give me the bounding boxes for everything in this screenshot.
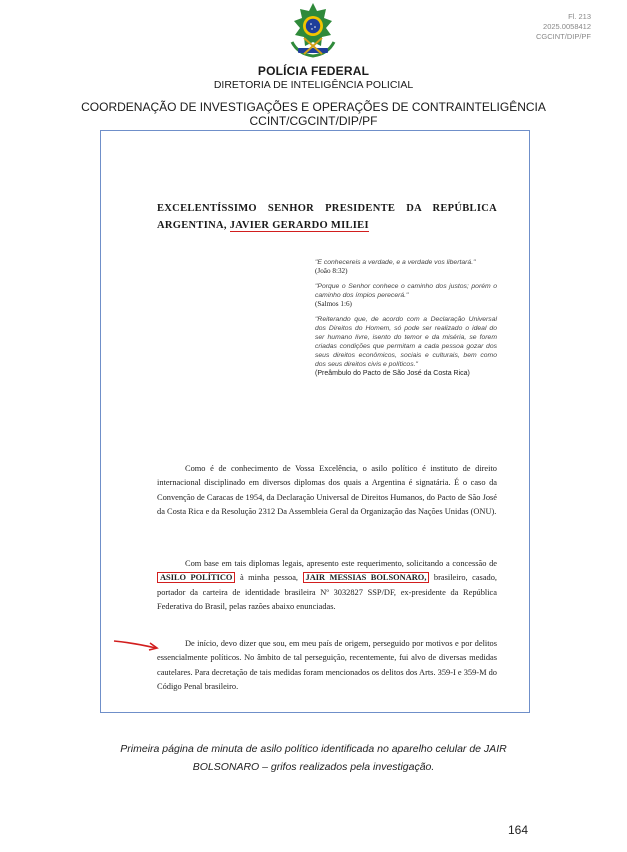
- epigraph-quotes: [315, 258, 497, 378]
- addressee-name: JAVIER GERARDO MILIEI: [229, 220, 369, 231]
- coordination-title: [0, 100, 627, 128]
- document-address: [157, 200, 497, 234]
- red-arrow-icon: [112, 638, 162, 652]
- quote-source: (Salmos 1:6): [315, 300, 352, 308]
- address-line-1: EXCELENTÍSSIMO SENHOR PRESIDENTE DA REPÚBLICA: [157, 203, 497, 214]
- figure-caption: [60, 740, 567, 776]
- address-line-2: [157, 217, 497, 234]
- address-country: ARGENTINA,: [157, 220, 230, 231]
- address-block: [157, 200, 497, 234]
- paragraph-1: [157, 462, 497, 520]
- paragraph-2-text-c: brasileiro, casado, portador da carteira de identidade brasileira Nº 3032827 SSP/DF, ex-presidente da República Federativa do Brasil, pelas razões abaixo enunciadas.: [157, 573, 498, 612]
- brazil-coat-of-arms-icon: [284, 2, 342, 60]
- quote-text: "E conhecereis a verdade, e a verdade vos libertará.": [315, 259, 476, 266]
- paragraph-2: [157, 557, 497, 615]
- stamp-unit: CGCINT/DIP/PF: [535, 32, 591, 41]
- coordination-name: COORDENAÇÃO DE INVESTIGAÇÕES E OPERAÇÕES DE CONTRAINTELIGÊNCIA: [81, 100, 546, 114]
- directorate-title: DIRETORIA DE INTELIGÊNCIA POLICIAL: [213, 79, 414, 91]
- caption-line-1: Primeira página de minuta de asilo político identificada no aparelho celular de JAIR: [120, 743, 507, 755]
- quote-source: (João 8:32): [315, 267, 348, 275]
- highlight-requester-name: JAIR MESSIAS BOLSONARO,: [303, 572, 430, 583]
- folio-stamp: [536, 12, 591, 42]
- paragraph-2-text-a: Com base em tais diplomas legais, apresento este requerimento, solicitando a concessão de: [185, 559, 497, 568]
- quote-text: "Reiterando que, de acordo com a Declaração Universal dos Direitos do Homem, só pode ser realizado o ideal do ser humano livre, isento do temor e da miséria, se forem criadas condições que permitam a cada pessoa gozar dos seus direitos econômicos, sociais e culturais, bem como dos seus direitos civis e políticos.": [315, 316, 497, 368]
- caption-line-2: BOLSONARO – grifos realizados pela investigação.: [192, 761, 435, 773]
- highlight-asilo-politico: ASILO POLÍTICO: [157, 572, 235, 583]
- quote-source: (Preâmbulo do Pacto de São José da Costa Rica): [315, 370, 470, 377]
- paragraph-3-text: De início, devo dizer que sou, em meu país de origem, perseguido por motivos e por delitos essencialmente políticos. No âmbito de tal perseguição, recentemente, fui alvo de diversas medidas cautelares. Para decretação de tais medidas foram mencionados os delitos dos Arts. 359-I e 359-M do Código Penal brasileiro.: [157, 639, 497, 692]
- paragraph-2-text-b: à minha pessoa,: [235, 573, 303, 583]
- paragraph-3: [157, 637, 497, 695]
- folio-number: Fl. 213: [568, 12, 591, 21]
- paragraph-1-text: Como é de conhecimento de Vossa Excelência, o asilo político é instituto de direito internacional disciplinado em diversos diplomas dos quais a Argentina é signatária. É o caso da Convenção de Caracas de 1954, da Declaração Universal de Direitos Humanos, do Pacto de São José da Costa Rica e da Resolução 2312 Da Assembleia Geral da Organização das Nações Unidas (ONU).: [157, 464, 497, 517]
- organization-title: POLÍCIA FEDERAL: [257, 64, 370, 78]
- page-number: 164: [508, 823, 529, 837]
- quote-text: "Porque o Senhor conhece o caminho dos justos; porém o caminho dos ímpios perecerá.": [315, 283, 497, 299]
- process-number: 2025.0058412: [543, 22, 591, 31]
- coordination-code: CCINT/CGCINT/DIP/PF: [249, 114, 378, 128]
